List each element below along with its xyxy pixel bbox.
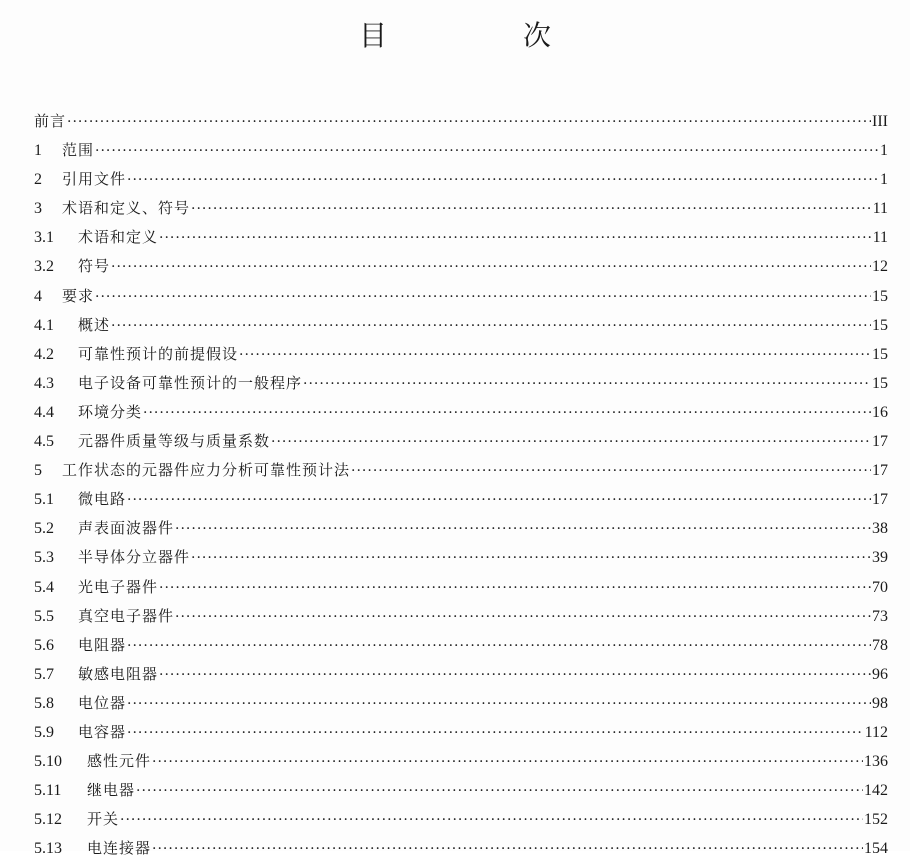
toc-entry-label: 感性元件 [87, 752, 152, 771]
toc-entry-number: 5.5 [34, 607, 54, 625]
leader-dots [239, 341, 871, 370]
leader-dots [175, 603, 871, 632]
toc-entry-number: 5.7 [34, 665, 54, 683]
leader-dots [351, 457, 871, 486]
leader-dots [127, 690, 871, 719]
leader-dots [120, 806, 863, 835]
toc-entry-label: 电阻器 [78, 635, 127, 654]
toc-entry [34, 340, 888, 369]
toc-entry-page: 11 [872, 200, 888, 218]
toc-entry-number: 5.10 [34, 753, 62, 771]
toc-entry [34, 660, 888, 689]
toc-entry [34, 369, 888, 398]
toc-entry [34, 514, 888, 543]
toc-entry-page: 136 [864, 753, 888, 771]
toc-entry-page: 38 [872, 520, 888, 538]
leader-dots [143, 399, 871, 428]
toc-entry-number: 1 [34, 142, 42, 160]
toc-entry-number: 5 [34, 462, 42, 480]
toc-entry-label: 真空电子器件 [78, 606, 175, 625]
toc-entry-label: 开关 [87, 810, 120, 829]
toc-entry [34, 194, 888, 223]
toc-entry-page: 17 [872, 462, 888, 480]
toc-entry-page: 96 [872, 665, 888, 683]
toc-entry-label: 环境分类 [78, 402, 143, 421]
toc-entry-number: 5.2 [34, 520, 54, 538]
toc-entry [34, 282, 888, 311]
toc-entry-number: 3 [34, 200, 42, 218]
toc-entry [34, 107, 888, 136]
toc-entry-number: 4 [34, 287, 42, 305]
leader-dots [175, 515, 871, 544]
leader-dots [111, 312, 871, 341]
toc-entry-page: 12 [872, 258, 888, 276]
toc-entry-label: 电位器 [78, 693, 127, 712]
toc-entry [34, 456, 888, 485]
toc-entry-number: 4.2 [34, 345, 54, 363]
toc-entry [34, 223, 888, 252]
toc-entry-page: 17 [872, 433, 888, 451]
toc-entry [34, 805, 888, 834]
toc-entry-label: 引用文件 [62, 170, 127, 189]
toc-entry-number: 5.4 [34, 578, 54, 596]
toc-entry-number: 5.1 [34, 491, 54, 509]
toc-entry-page: 16 [872, 403, 888, 421]
toc-entry-label: 工作状态的元器件应力分析可靠性预计法 [62, 461, 351, 480]
leader-dots [67, 108, 871, 137]
toc-entry [34, 485, 888, 514]
toc-entry-label: 半导体分立器件 [78, 548, 191, 567]
toc-entry-number: 5.8 [34, 694, 54, 712]
toc-entry-page: 112 [864, 723, 888, 741]
toc-entry-label: 前言 [34, 112, 67, 130]
leader-dots [136, 777, 863, 806]
toc-entry-number: 5.9 [34, 723, 54, 741]
toc-entry-label: 敏感电阻器 [78, 664, 159, 683]
toc-entry-page: 73 [872, 607, 888, 625]
toc-entry-number: 5.6 [34, 636, 54, 654]
toc-entry [34, 631, 888, 660]
leader-dots [127, 166, 879, 195]
toc-entry-page: 39 [872, 549, 888, 567]
toc-entry-number: 5.13 [34, 840, 62, 858]
toc-entry-page: 154 [864, 840, 888, 858]
toc-entry-page: 1 [880, 142, 888, 160]
toc-entry-page: 15 [872, 316, 888, 334]
toc-entry-number: 4.4 [34, 403, 54, 421]
toc-entry [34, 165, 888, 194]
toc-entry-label: 声表面波器件 [78, 519, 175, 538]
toc-entry-number: 5.3 [34, 549, 54, 567]
toc-entry-page: 17 [872, 491, 888, 509]
toc-entry-number: 4.1 [34, 316, 54, 334]
toc-entry-number: 5.12 [34, 811, 62, 829]
toc-entry-label: 继电器 [87, 781, 136, 800]
toc-entry [34, 834, 888, 863]
toc-entry-label: 元器件质量等级与质量系数 [78, 432, 271, 451]
toc-entry-page: 142 [864, 782, 888, 800]
toc-entry-page: 70 [872, 578, 888, 596]
toc-entry-label: 电容器 [78, 722, 127, 741]
toc-entry-page: 98 [872, 694, 888, 712]
toc-entry [34, 543, 888, 572]
leader-dots [271, 428, 871, 457]
leader-dots [127, 486, 871, 515]
toc-entry [34, 718, 888, 747]
leader-dots [152, 748, 863, 777]
toc-entry [34, 252, 888, 281]
toc-entry-page: 152 [864, 811, 888, 829]
toc-entry-number: 3.2 [34, 258, 54, 276]
leader-dots [127, 632, 871, 661]
toc-entry-number: 2 [34, 171, 42, 189]
toc-entry-page: 15 [872, 345, 888, 363]
toc-entry-label: 范围 [62, 141, 95, 160]
toc-entry-number: 4.5 [34, 433, 54, 451]
toc-entry-page: 1 [880, 171, 888, 189]
leader-dots [191, 544, 871, 573]
leader-dots [191, 195, 872, 224]
toc-entry-label: 术语和定义 [78, 228, 159, 247]
table-of-contents [34, 107, 888, 863]
toc-entry-label: 要求 [62, 286, 95, 305]
leader-dots [159, 574, 871, 603]
toc-entry-label: 微电路 [78, 490, 127, 509]
toc-entry [34, 689, 888, 718]
leader-dots [152, 835, 863, 864]
leader-dots [303, 370, 871, 399]
toc-entry-number: 4.3 [34, 374, 54, 392]
toc-entry [34, 427, 888, 456]
toc-entry [34, 776, 888, 805]
toc-entry [34, 602, 888, 631]
toc-entry-page: 11 [872, 229, 888, 247]
page-title: 目 次 [358, 19, 605, 52]
toc-entry-page: 15 [872, 374, 888, 392]
toc-entry [34, 311, 888, 340]
leader-dots [159, 224, 872, 253]
toc-entry-label: 术语和定义、符号 [62, 199, 191, 218]
toc-entry-label: 概述 [78, 315, 111, 334]
toc-entry-label: 电连接器 [87, 839, 152, 858]
toc-entry-page: III [872, 113, 888, 130]
toc-entry [34, 398, 888, 427]
toc-entry [34, 747, 888, 776]
leader-dots [95, 137, 879, 166]
leader-dots [95, 283, 871, 312]
leader-dots [111, 253, 871, 282]
toc-entry-label: 光电子器件 [78, 577, 159, 596]
toc-entry-number: 5.11 [34, 782, 62, 800]
leader-dots [159, 661, 871, 690]
toc-entry-page: 78 [872, 636, 888, 654]
toc-entry-number: 3.1 [34, 229, 54, 247]
toc-entry-label: 可靠性预计的前提假设 [78, 344, 239, 363]
leader-dots [127, 719, 864, 748]
toc-entry-label: 电子设备可靠性预计的一般程序 [78, 373, 303, 392]
toc-entry-page: 15 [872, 287, 888, 305]
toc-entry [34, 136, 888, 165]
toc-entry-label: 符号 [78, 257, 111, 276]
toc-entry [34, 573, 888, 602]
